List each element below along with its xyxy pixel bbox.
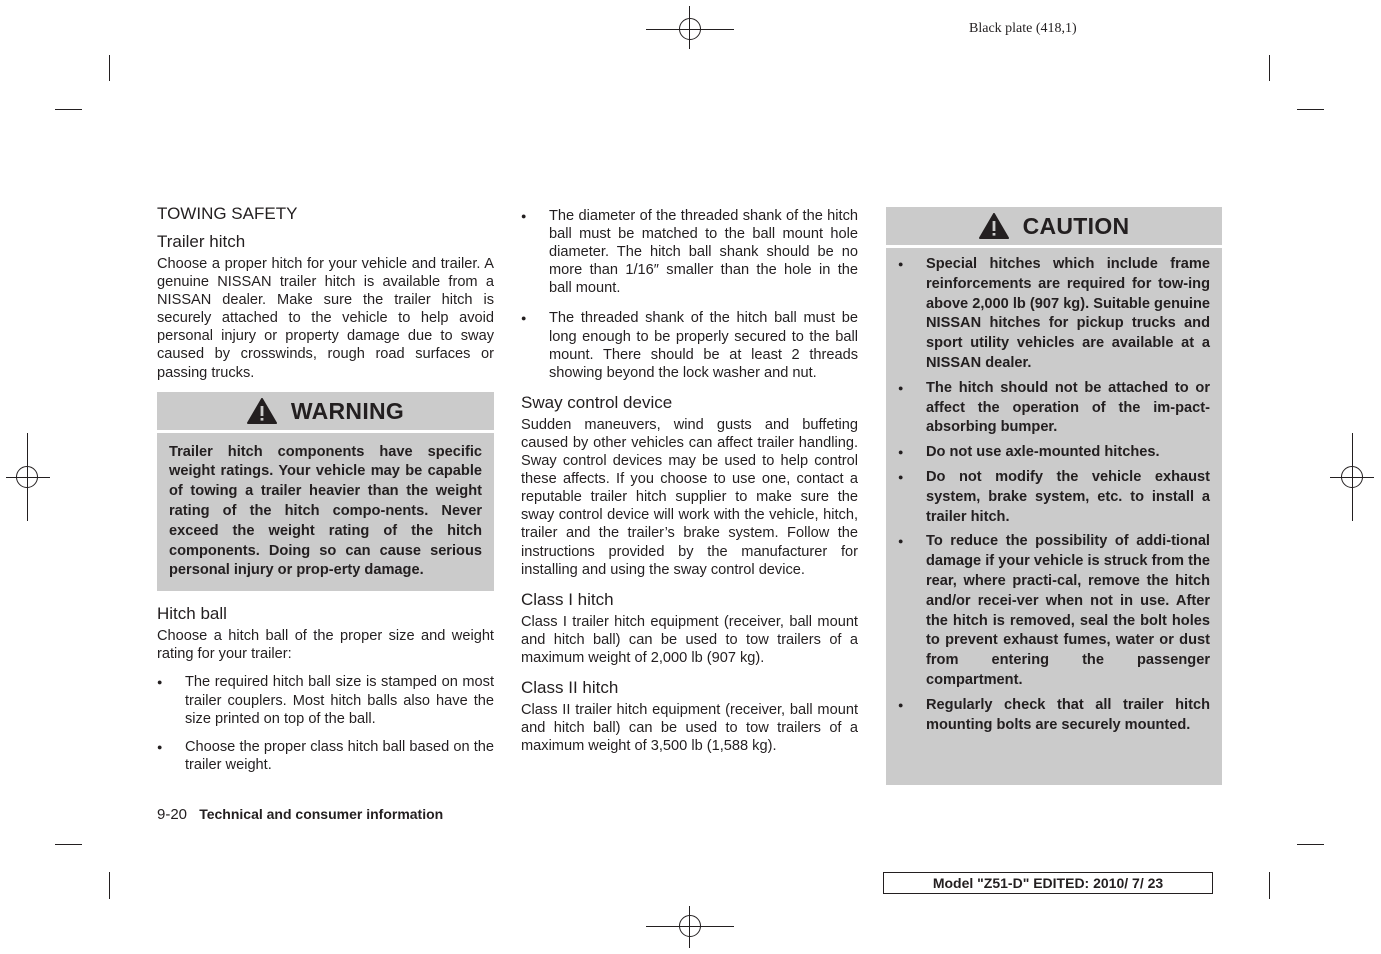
list-item: ● The threaded shank of the hitch ball must be long enough to be properly secured to the ball mount. There should be at least 2 threads showing beyond the lock washer and nut. — [521, 309, 858, 381]
caution-list — [898, 255, 1210, 735]
column-1 — [157, 203, 494, 774]
list-item: ● The diameter of the threaded shank of the hitch ball must be matched to the ball mount hole diameter. The hitch ball shank should be no more than 1/16″ smaller than the hole in the ball mount. — [521, 207, 858, 297]
ball-shank-list — [521, 207, 858, 382]
warning-triangle-icon — [247, 398, 277, 424]
list-item: ● Do not modify the vehicle exhaust system, brake system, etc. to install a trailer hitch. — [898, 468, 1210, 527]
caution-title: CAUTION — [1022, 212, 1130, 239]
trailer-hitch-heading: Trailer hitch — [157, 232, 246, 251]
section-title: TOWING SAFETY — [157, 204, 298, 223]
plate-label: Black plate (418,1) — [969, 21, 1077, 36]
list-item: ● Special hitches which include frame reinforcements are required for tow-ing above 2,000 lb (907 kg). Suitable genuine NISSAN hitches for pickup trucks and sport utility vehicles are available at a NISSAN dealer. — [898, 255, 1210, 374]
class1-body: Class I trailer hitch equipment (receiver, ball mount and hitch ball) can be used to tow trailers of a maximum weight of 2,000 lb (907 kg). — [521, 613, 858, 666]
column-2 — [521, 207, 858, 755]
warning-body: Trailer hitch components have specific weight ratings. Your vehicle may be capable of towing a trailer heavier than the weight rating of the hitch compo-nents. Never exceed the weight rating of the hitch components. Doing so can cause serious personal injury or prop-erty damage. — [169, 443, 482, 579]
warning-header — [157, 392, 494, 433]
list-item: ● The required hitch ball size is stamped on most trailer couplers. Most hitch balls also have the size printed on top of the ball. — [157, 673, 494, 727]
list-item: ● To reduce the possibility of addi-tional damage if your vehicle is struck from the rear, where practi-cal, remove the hitch and/or recei-ver when not in use. After the hitch is removed, seal the bolt holes to prevent exhaust fumes, water or dust from entering the passenger compartment. — [898, 532, 1210, 690]
caution-box — [886, 207, 1222, 785]
hitch-ball-heading: Hitch ball — [157, 604, 227, 624]
class2-heading: Class II hitch — [521, 677, 619, 697]
list-item: ● Do not use axle-mounted hitches. — [898, 443, 1210, 463]
sway-heading: Sway control device — [521, 392, 673, 412]
warning-title: WARNING — [290, 397, 405, 424]
page-footer — [157, 806, 443, 823]
sway-body: Sudden maneuvers, wind gusts and buffeting caused by other vehicles can affect trailer handling. Sway control devices may be used to help control these affects. If you choose to use one, contact a reputable trailer hitch supplier to make sure the sway control device will work with the vehicle, hitch, trailer and the trailer’s brake system. Follow the instructions provided by the manufacturer for installing and using the sway control device. — [521, 416, 858, 578]
list-item: ● Choose the proper class hitch ball based on the trailer weight. — [157, 738, 494, 774]
hitch-ball-list — [157, 673, 494, 773]
page-number: 9-20 — [157, 806, 188, 823]
warning-box — [157, 392, 494, 592]
warning-triangle-icon — [979, 213, 1009, 239]
caution-body — [886, 248, 1222, 748]
class1-heading: Class I hitch — [521, 589, 614, 609]
trailer-hitch-body: Choose a proper hitch for your vehicle and trailer. A genuine NISSAN trailer hitch is available from a NISSAN dealer. Make sure the trailer hitch is securely attached to the vehicle to help avoid personal injury or property damage due to sway caused by crosswinds, rough road surfaces or passing trucks. — [157, 256, 494, 381]
caution-header — [886, 207, 1222, 248]
model-edited-box: Model "Z51-D" EDITED: 2010/ 7/ 23 — [883, 872, 1213, 894]
list-item: ● The hitch should not be attached to or affect the operation of the im-pact-absorbing bumper. — [898, 379, 1210, 438]
hitch-ball-body: Choose a hitch ball of the proper size and weight rating for your trailer: — [157, 628, 494, 663]
list-item: ● Regularly check that all trailer hitch mounting bolts are securely mounted. — [898, 696, 1210, 736]
footer-section-title: Technical and consumer information — [199, 806, 444, 822]
class2-body: Class II trailer hitch equipment (receiver, ball mount and hitch ball) can be used to tow trailers of a maximum weight of 3,500 lb (1,588 kg). — [521, 701, 858, 755]
